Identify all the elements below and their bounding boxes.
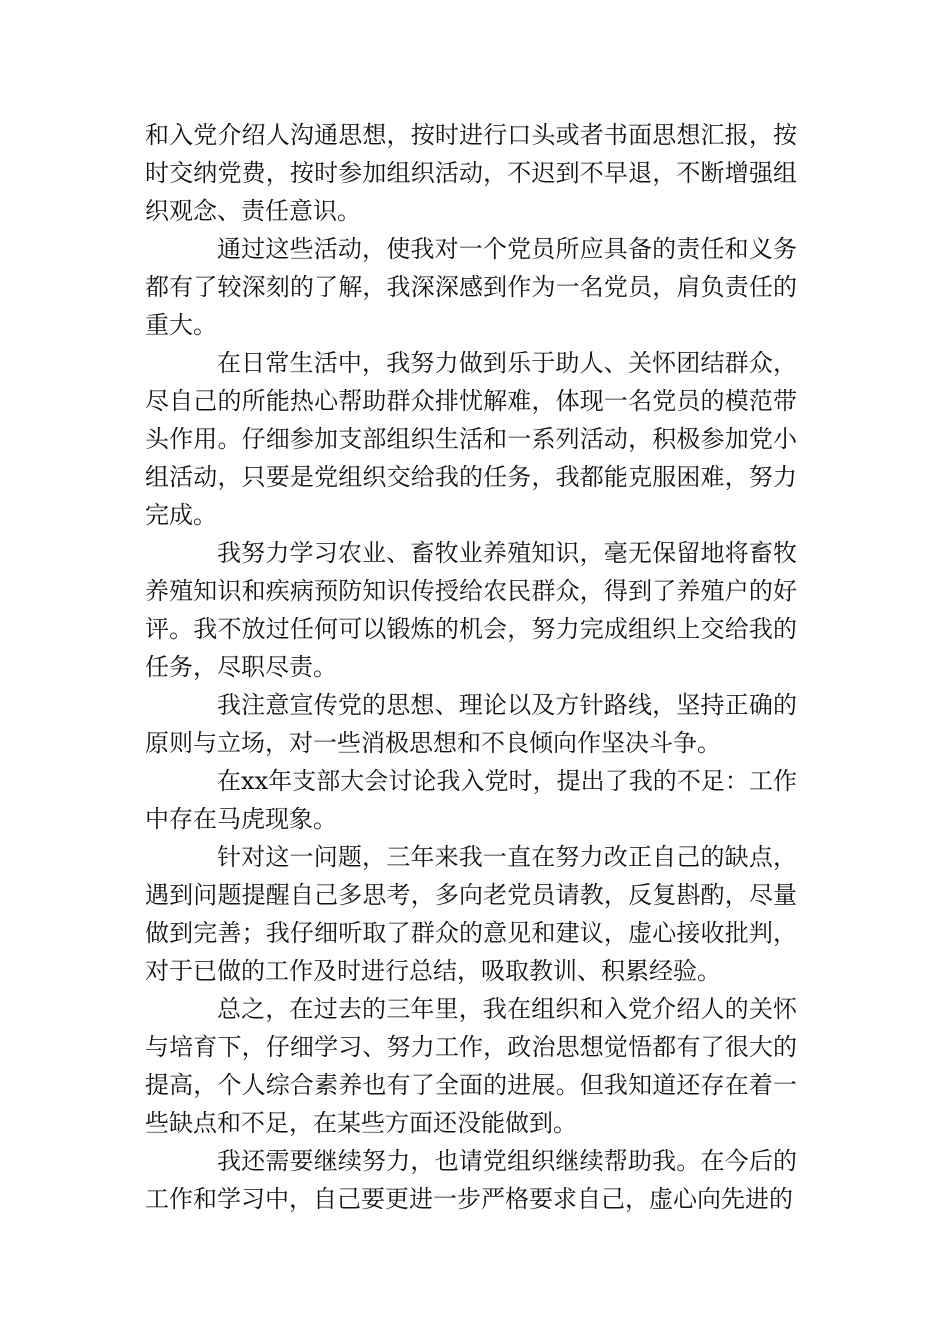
paragraph-1: 和入党介绍人沟通思想，按时进行口头或者书面思想汇报，按时交纳党费，按时参加组织活动，不迟到不早退，不断增强组织观念、责任意识。 bbox=[145, 121, 797, 225]
paragraph-5: 我注意宣传党的思想、理论以及方针路线，坚持正确的原则与立场，对一些消极思想和不良倾向作坚决斗争。 bbox=[145, 691, 797, 757]
paragraph-3: 在日常生活中，我努力做到乐于助人、关怀团结群众，尽自己的所能热心帮助群众排忧解难，体现一名党员的模范带头作用。仔细参加支部组织生活和一系列活动，积极参加党小组活动，只要是党组织交给我的任务，我都能克服困难，努力完成。 bbox=[145, 349, 797, 529]
paragraph-4: 我努力学习农业、畜牧业养殖知识，毫无保留地将畜牧养殖知识和疾病预防知识传授给农民群众，得到了养殖户的好评。我不放过任何可以锻炼的机会，努力完成组织上交给我的任务，尽职尽责。 bbox=[145, 539, 797, 681]
paragraph-9: 我还需要继续努力，也请党组织继续帮助我。在今后的工作和学习中，自己要更进一步严格要求自己，虚心向先进的 bbox=[145, 1147, 797, 1213]
paragraph-2: 通过这些活动，使我对一个党员所应具备的责任和义务都有了较深刻的了解，我深深感到作为一名党员，肩负责任的重大。 bbox=[145, 235, 797, 339]
paragraph-8: 总之，在过去的三年里，我在组织和入党介绍人的关怀与培育下，仔细学习、努力工作，政治思想觉悟都有了很大的提高，个人综合素养也有了全面的进展。但我知道还存在着一些缺点和不足，在某些方面还没能做到。 bbox=[145, 995, 797, 1137]
paragraph-6: 在xx年支部大会讨论我入党时，提出了我的不足：工作中存在马虎现象。 bbox=[145, 767, 797, 833]
document-body bbox=[145, 116, 797, 1218]
paragraph-7: 针对这一问题，三年来我一直在努力改正自己的缺点，遇到问题提醒自己多思考，多向老党员请教，反复斟酌，尽量做到完善；我仔细听取了群众的意见和建议，虚心接收批判，对于已做的工作及时进行总结，吸取教训、积累经验。 bbox=[145, 843, 797, 985]
